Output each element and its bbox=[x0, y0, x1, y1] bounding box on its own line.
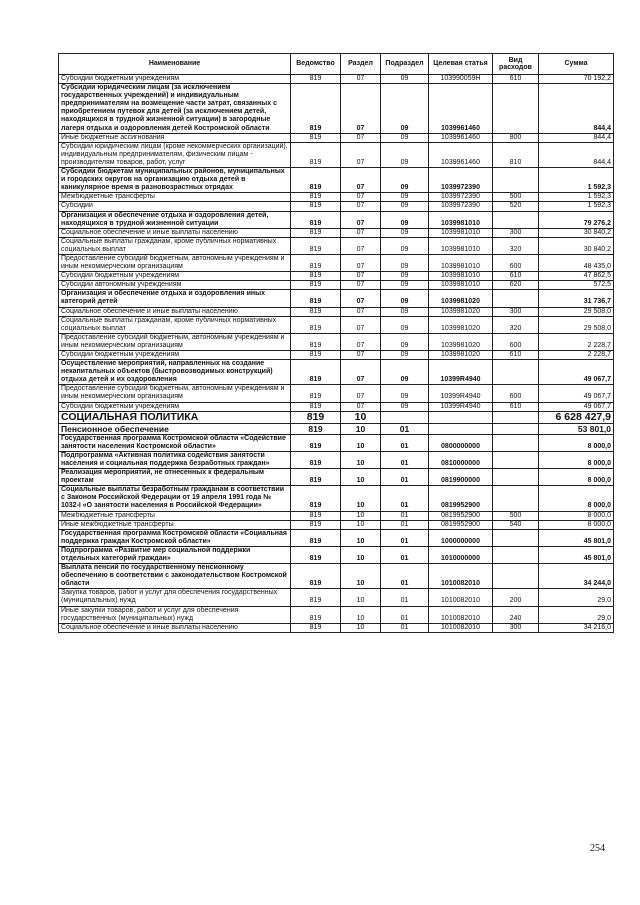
cell-target-article: 1039981010 bbox=[429, 281, 493, 290]
cell-department: 819 bbox=[291, 529, 341, 546]
cell-department: 819 bbox=[291, 564, 341, 589]
table-row bbox=[59, 333, 614, 350]
cell-department: 819 bbox=[291, 281, 341, 290]
cell-target-article: 103990059Н bbox=[429, 75, 493, 84]
cell-department: 819 bbox=[291, 333, 341, 350]
table-row bbox=[59, 520, 614, 529]
cell-name: Субсидии бюджетным учреждениям bbox=[59, 351, 291, 360]
cell-section: 10 bbox=[341, 469, 381, 486]
table-row bbox=[59, 511, 614, 520]
cell-name: Осуществление мероприятий, направленных на создание некапитальных объектов (быстровозводимых конструкций) отдыха детей и их оздоровления bbox=[59, 360, 291, 385]
cell-amount: 34 244,0 bbox=[539, 564, 614, 589]
cell-name: Государственная программа Костромской области «Содействие занятости населения Костромской области» bbox=[59, 434, 291, 451]
cell-subsection: 09 bbox=[381, 237, 429, 254]
cell-expense-type: 320 bbox=[493, 316, 539, 333]
table-row bbox=[59, 486, 614, 511]
cell-section: 10 bbox=[341, 623, 381, 632]
cell-department: 819 bbox=[291, 402, 341, 411]
cell-subsection: 09 bbox=[381, 281, 429, 290]
column-header-section: Раздел bbox=[341, 54, 381, 75]
cell-subsection: 09 bbox=[381, 360, 429, 385]
cell-section: 07 bbox=[341, 237, 381, 254]
cell-expense-type bbox=[493, 529, 539, 546]
cell-subsection: 09 bbox=[381, 133, 429, 142]
cell-department: 819 bbox=[291, 211, 341, 228]
cell-expense-type: 240 bbox=[493, 606, 539, 623]
cell-department: 819 bbox=[291, 133, 341, 142]
cell-subsection: 01 bbox=[381, 520, 429, 529]
cell-section: 07 bbox=[341, 360, 381, 385]
table-row bbox=[59, 272, 614, 281]
cell-subsection: 09 bbox=[381, 193, 429, 202]
cell-amount: 2 228,7 bbox=[539, 333, 614, 350]
cell-amount: 29 508,0 bbox=[539, 316, 614, 333]
cell-subsection: 01 bbox=[381, 511, 429, 520]
cell-department: 819 bbox=[291, 228, 341, 237]
cell-subsection: 09 bbox=[381, 307, 429, 316]
cell-target-article: 10399R4940 bbox=[429, 385, 493, 402]
cell-amount: 49 067,7 bbox=[539, 385, 614, 402]
cell-department: 819 bbox=[291, 434, 341, 451]
cell-department: 819 bbox=[291, 142, 341, 167]
cell-target-article: 1010082010 bbox=[429, 589, 493, 606]
cell-name: Организация и обеспечение отдыха и оздоровления детей, находящихся в трудной жизненной ситуации bbox=[59, 211, 291, 228]
cell-section: 10 bbox=[341, 423, 381, 434]
cell-department: 819 bbox=[291, 589, 341, 606]
cell-expense-type bbox=[493, 290, 539, 307]
cell-name: Предоставление субсидий бюджетным, автономным учреждениям и иным некоммерческим организациям bbox=[59, 254, 291, 271]
cell-target-article: 1010082010 bbox=[429, 623, 493, 632]
cell-expense-type: 500 bbox=[493, 193, 539, 202]
cell-subsection: 09 bbox=[381, 142, 429, 167]
cell-expense-type bbox=[493, 211, 539, 228]
column-header-amount: Сумма bbox=[539, 54, 614, 75]
cell-expense-type bbox=[493, 360, 539, 385]
table-row bbox=[59, 434, 614, 451]
cell-name: Подпрограмма «Развитие мер социальной поддержки отдельных категорий граждан» bbox=[59, 546, 291, 563]
cell-target-article bbox=[429, 423, 493, 434]
cell-department: 819 bbox=[291, 520, 341, 529]
cell-expense-type: 320 bbox=[493, 237, 539, 254]
cell-department: 819 bbox=[291, 486, 341, 511]
cell-target-article: 10399R4940 bbox=[429, 360, 493, 385]
table-row bbox=[59, 193, 614, 202]
cell-amount: 53 801,0 bbox=[539, 423, 614, 434]
cell-department: 819 bbox=[291, 411, 341, 423]
table-row bbox=[59, 589, 614, 606]
cell-department: 819 bbox=[291, 290, 341, 307]
cell-subsection: 01 bbox=[381, 486, 429, 511]
cell-subsection: 09 bbox=[381, 84, 429, 134]
cell-amount: 30 840,2 bbox=[539, 237, 614, 254]
cell-name: Организация и обеспечение отдыха и оздоровления иных категорий детей bbox=[59, 290, 291, 307]
cell-amount: 1 592,3 bbox=[539, 168, 614, 193]
cell-subsection: 09 bbox=[381, 211, 429, 228]
cell-subsection: 09 bbox=[381, 202, 429, 211]
table-row bbox=[59, 411, 614, 423]
table-row bbox=[59, 451, 614, 468]
cell-expense-type: 300 bbox=[493, 623, 539, 632]
cell-department: 819 bbox=[291, 469, 341, 486]
cell-department: 819 bbox=[291, 511, 341, 520]
cell-expense-type bbox=[493, 486, 539, 511]
cell-target-article: 1039981010 bbox=[429, 254, 493, 271]
cell-name: Субсидии bbox=[59, 202, 291, 211]
cell-amount: 49 067,7 bbox=[539, 360, 614, 385]
cell-amount: 34 216,0 bbox=[539, 623, 614, 632]
cell-subsection: 01 bbox=[381, 589, 429, 606]
table-row bbox=[59, 290, 614, 307]
table-row bbox=[59, 202, 614, 211]
cell-section: 10 bbox=[341, 529, 381, 546]
table-row bbox=[59, 237, 614, 254]
cell-target-article: 10399R4940 bbox=[429, 402, 493, 411]
cell-expense-type: 600 bbox=[493, 333, 539, 350]
table-body bbox=[59, 75, 614, 633]
cell-name: Субсидии бюджетным учреждениям bbox=[59, 272, 291, 281]
cell-name: Социальное обеспечение и иные выплаты населению bbox=[59, 307, 291, 316]
cell-target-article: 1039961460 bbox=[429, 133, 493, 142]
cell-subsection: 09 bbox=[381, 385, 429, 402]
cell-target-article: 1039961460 bbox=[429, 84, 493, 134]
cell-amount: 8 000,0 bbox=[539, 434, 614, 451]
cell-amount: 6 628 427,9 bbox=[539, 411, 614, 423]
cell-subsection: 01 bbox=[381, 623, 429, 632]
table-row bbox=[59, 84, 614, 134]
cell-amount: 45 801,0 bbox=[539, 529, 614, 546]
cell-amount: 47 862,5 bbox=[539, 272, 614, 281]
cell-name: Реализация мероприятий, не отнесенных к федеральным проектам bbox=[59, 469, 291, 486]
cell-section: 10 bbox=[341, 520, 381, 529]
cell-section: 10 bbox=[341, 606, 381, 623]
cell-expense-type: 610 bbox=[493, 402, 539, 411]
cell-expense-type: 300 bbox=[493, 228, 539, 237]
cell-department: 819 bbox=[291, 75, 341, 84]
cell-amount: 844,4 bbox=[539, 84, 614, 134]
cell-name: Субсидии юридическим лицам (кроме некоммерческих организаций), индивидуальным предпринимателям, физическим лицам - производителям товаров, работ, услуг bbox=[59, 142, 291, 167]
cell-name: Иные межбюджетные трансферты bbox=[59, 520, 291, 529]
cell-name: Субсидии бюджетам муниципальных районов, муниципальных и городских округов на организацию отдыха детей в каникулярное время в разновозрастных отрядах bbox=[59, 168, 291, 193]
cell-subsection: 09 bbox=[381, 272, 429, 281]
cell-amount: 29,0 bbox=[539, 589, 614, 606]
cell-section: 07 bbox=[341, 142, 381, 167]
cell-section: 07 bbox=[341, 254, 381, 271]
cell-section: 07 bbox=[341, 75, 381, 84]
cell-section: 07 bbox=[341, 272, 381, 281]
budget-table bbox=[58, 53, 614, 633]
cell-section: 10 bbox=[341, 589, 381, 606]
cell-department: 819 bbox=[291, 423, 341, 434]
budget-sheet bbox=[58, 53, 613, 633]
cell-target-article: 0810000000 bbox=[429, 451, 493, 468]
table-row bbox=[59, 423, 614, 434]
cell-target-article: 0800000000 bbox=[429, 434, 493, 451]
page-number: 254 bbox=[590, 843, 605, 854]
cell-section: 07 bbox=[341, 290, 381, 307]
cell-name: Подпрограмма «Активная политика содействия занятости населения и социальная поддержка безработных граждан» bbox=[59, 451, 291, 468]
cell-section: 07 bbox=[341, 84, 381, 134]
cell-expense-type: 810 bbox=[493, 142, 539, 167]
cell-target-article: 1039972390 bbox=[429, 202, 493, 211]
cell-expense-type bbox=[493, 423, 539, 434]
cell-amount: 8 000,0 bbox=[539, 469, 614, 486]
cell-department: 819 bbox=[291, 254, 341, 271]
cell-expense-type bbox=[493, 434, 539, 451]
cell-subsection: 01 bbox=[381, 469, 429, 486]
cell-subsection bbox=[381, 411, 429, 423]
cell-name: Предоставление субсидий бюджетным, автономным учреждениям и иным некоммерческим организациям bbox=[59, 333, 291, 350]
cell-subsection: 09 bbox=[381, 351, 429, 360]
cell-target-article: 1010082010 bbox=[429, 564, 493, 589]
cell-section: 10 bbox=[341, 434, 381, 451]
cell-expense-type: 600 bbox=[493, 254, 539, 271]
cell-department: 819 bbox=[291, 84, 341, 134]
cell-section: 10 bbox=[341, 546, 381, 563]
cell-department: 819 bbox=[291, 451, 341, 468]
cell-expense-type: 620 bbox=[493, 281, 539, 290]
cell-subsection: 01 bbox=[381, 546, 429, 563]
cell-department: 819 bbox=[291, 316, 341, 333]
cell-target-article: 0819952900 bbox=[429, 486, 493, 511]
cell-section: 07 bbox=[341, 316, 381, 333]
table-row bbox=[59, 385, 614, 402]
cell-subsection: 09 bbox=[381, 316, 429, 333]
cell-subsection: 01 bbox=[381, 529, 429, 546]
cell-target-article: 1039981020 bbox=[429, 290, 493, 307]
table-row bbox=[59, 168, 614, 193]
cell-name: Государственная программа Костромской области «Социальная поддержка граждан Костромской области» bbox=[59, 529, 291, 546]
cell-name: Субсидии бюджетным учреждениям bbox=[59, 75, 291, 84]
cell-section: 07 bbox=[341, 307, 381, 316]
table-row bbox=[59, 316, 614, 333]
cell-amount: 8 000,0 bbox=[539, 451, 614, 468]
cell-name: Иные бюджетные ассигнования bbox=[59, 133, 291, 142]
cell-target-article: 1039981010 bbox=[429, 211, 493, 228]
table-row bbox=[59, 546, 614, 563]
column-header-target-article: Целевая статья bbox=[429, 54, 493, 75]
cell-target-article: 1039981020 bbox=[429, 333, 493, 350]
column-header-name: Наименование bbox=[59, 54, 291, 75]
cell-subsection: 09 bbox=[381, 168, 429, 193]
cell-section: 07 bbox=[341, 193, 381, 202]
table-row bbox=[59, 402, 614, 411]
cell-amount: 48 435,0 bbox=[539, 254, 614, 271]
cell-amount: 844,4 bbox=[539, 142, 614, 167]
cell-department: 819 bbox=[291, 193, 341, 202]
cell-expense-type bbox=[493, 451, 539, 468]
table-row bbox=[59, 142, 614, 167]
cell-name: Закупка товаров, работ и услуг для обеспечения государственных (муниципальных) нужд bbox=[59, 589, 291, 606]
table-row bbox=[59, 469, 614, 486]
cell-subsection: 01 bbox=[381, 451, 429, 468]
cell-amount: 29,0 bbox=[539, 606, 614, 623]
cell-expense-type bbox=[493, 84, 539, 134]
cell-name: Предоставление субсидий бюджетным, автономным учреждениям и иным некоммерческим организациям bbox=[59, 385, 291, 402]
cell-department: 819 bbox=[291, 202, 341, 211]
cell-department: 819 bbox=[291, 272, 341, 281]
cell-target-article: 1039972390 bbox=[429, 168, 493, 193]
cell-amount: 844,4 bbox=[539, 133, 614, 142]
table-row bbox=[59, 351, 614, 360]
column-header-department: Ведомство bbox=[291, 54, 341, 75]
table-row bbox=[59, 228, 614, 237]
cell-section: 10 bbox=[341, 486, 381, 511]
cell-department: 819 bbox=[291, 360, 341, 385]
cell-department: 819 bbox=[291, 168, 341, 193]
cell-expense-type: 610 bbox=[493, 351, 539, 360]
cell-name: Межбюджетные трансферты bbox=[59, 511, 291, 520]
cell-section: 07 bbox=[341, 281, 381, 290]
cell-section: 10 bbox=[341, 411, 381, 423]
cell-amount: 1 592,3 bbox=[539, 202, 614, 211]
cell-name: СОЦИАЛЬНАЯ ПОЛИТИКА bbox=[59, 411, 291, 423]
cell-expense-type: 800 bbox=[493, 133, 539, 142]
cell-target-article: 1039972390 bbox=[429, 193, 493, 202]
cell-subsection: 01 bbox=[381, 434, 429, 451]
cell-expense-type: 540 bbox=[493, 520, 539, 529]
cell-expense-type: 610 bbox=[493, 75, 539, 84]
cell-target-article: 1039961460 bbox=[429, 142, 493, 167]
cell-section: 07 bbox=[341, 211, 381, 228]
cell-amount: 1 592,3 bbox=[539, 193, 614, 202]
table-header-row bbox=[59, 54, 614, 75]
cell-target-article: 0819952900 bbox=[429, 520, 493, 529]
cell-amount: 30 840,2 bbox=[539, 228, 614, 237]
cell-target-article bbox=[429, 411, 493, 423]
cell-amount: 29 508,0 bbox=[539, 307, 614, 316]
cell-subsection: 01 bbox=[381, 564, 429, 589]
cell-target-article: 0819900000 bbox=[429, 469, 493, 486]
cell-subsection: 09 bbox=[381, 402, 429, 411]
cell-expense-type bbox=[493, 546, 539, 563]
cell-amount: 8 000,0 bbox=[539, 511, 614, 520]
cell-subsection: 01 bbox=[381, 606, 429, 623]
cell-target-article: 1000000000 bbox=[429, 529, 493, 546]
table-row bbox=[59, 360, 614, 385]
cell-section: 10 bbox=[341, 451, 381, 468]
cell-subsection: 09 bbox=[381, 290, 429, 307]
cell-amount: 79 276,2 bbox=[539, 211, 614, 228]
cell-amount: 8 000,0 bbox=[539, 520, 614, 529]
cell-amount: 8 000,0 bbox=[539, 486, 614, 511]
cell-amount: 45 801,0 bbox=[539, 546, 614, 563]
table-row bbox=[59, 564, 614, 589]
cell-target-article: 0819952900 bbox=[429, 511, 493, 520]
cell-amount: 49 067,7 bbox=[539, 402, 614, 411]
cell-name: Социальные выплаты гражданам, кроме публичных нормативных социальных выплат bbox=[59, 316, 291, 333]
cell-name: Социальные выплаты гражданам, кроме публичных нормативных социальных выплат bbox=[59, 237, 291, 254]
cell-department: 819 bbox=[291, 546, 341, 563]
cell-section: 10 bbox=[341, 511, 381, 520]
cell-department: 819 bbox=[291, 385, 341, 402]
cell-target-article: 1039981010 bbox=[429, 272, 493, 281]
column-header-expense-type: Вид расходов bbox=[493, 54, 539, 75]
cell-expense-type bbox=[493, 411, 539, 423]
cell-amount: 31 736,7 bbox=[539, 290, 614, 307]
cell-department: 819 bbox=[291, 307, 341, 316]
cell-section: 07 bbox=[341, 133, 381, 142]
table-row bbox=[59, 75, 614, 84]
cell-subsection: 09 bbox=[381, 254, 429, 271]
cell-department: 819 bbox=[291, 606, 341, 623]
cell-name: Социальное обеспечение и иные выплаты населению bbox=[59, 623, 291, 632]
cell-expense-type bbox=[493, 469, 539, 486]
cell-amount: 70 192,2 bbox=[539, 75, 614, 84]
cell-subsection: 09 bbox=[381, 333, 429, 350]
table-row bbox=[59, 606, 614, 623]
cell-expense-type: 300 bbox=[493, 307, 539, 316]
cell-section: 07 bbox=[341, 385, 381, 402]
cell-subsection: 09 bbox=[381, 75, 429, 84]
cell-target-article: 1039981020 bbox=[429, 316, 493, 333]
cell-name: Субсидии автономным учреждениям bbox=[59, 281, 291, 290]
cell-name: Субсидии бюджетным учреждениям bbox=[59, 402, 291, 411]
cell-expense-type: 600 bbox=[493, 385, 539, 402]
cell-section: 10 bbox=[341, 564, 381, 589]
cell-target-article: 1039981010 bbox=[429, 228, 493, 237]
table-row bbox=[59, 623, 614, 632]
table-row bbox=[59, 254, 614, 271]
cell-name: Социальные выплаты безработным гражданам в соответствии с Законом Российской Федерации от 19 апреля 1991 года № 1032-I «О занятости населения в Российской Федерации» bbox=[59, 486, 291, 511]
cell-target-article: 1039981020 bbox=[429, 307, 493, 316]
cell-section: 07 bbox=[341, 333, 381, 350]
cell-name: Межбюджетные трансферты bbox=[59, 193, 291, 202]
cell-expense-type bbox=[493, 168, 539, 193]
cell-target-article: 1039981010 bbox=[429, 237, 493, 254]
table-row bbox=[59, 281, 614, 290]
cell-target-article: 1039981020 bbox=[429, 351, 493, 360]
cell-name: Субсидии юридическим лицам (за исключением государственных учреждений) и индивидуальным предпринимателям на возмещение части затрат, связанных с приобретением путевок для детей (за исключением детей, находящихся в трудной жизненной ситуации) в загородные лагеря отдыха и оздоровления детей Костромской области bbox=[59, 84, 291, 134]
cell-name: Пенсионное обеспечение bbox=[59, 423, 291, 434]
cell-expense-type bbox=[493, 564, 539, 589]
cell-subsection: 01 bbox=[381, 423, 429, 434]
column-header-subsection: Подраздел bbox=[381, 54, 429, 75]
cell-target-article: 1010082010 bbox=[429, 606, 493, 623]
cell-expense-type: 520 bbox=[493, 202, 539, 211]
cell-name: Иные закупки товаров, работ и услуг для обеспечения государственных (муниципальных) нужд bbox=[59, 606, 291, 623]
cell-section: 07 bbox=[341, 402, 381, 411]
cell-department: 819 bbox=[291, 237, 341, 254]
cell-expense-type: 500 bbox=[493, 511, 539, 520]
cell-name: Выплата пенсий по государственному пенсионному обеспечению в соответствии с законодательством Костромской области bbox=[59, 564, 291, 589]
cell-name: Социальное обеспечение и иные выплаты населению bbox=[59, 228, 291, 237]
table-row bbox=[59, 133, 614, 142]
cell-amount: 2 228,7 bbox=[539, 351, 614, 360]
cell-section: 07 bbox=[341, 168, 381, 193]
cell-target-article: 1010000000 bbox=[429, 546, 493, 563]
cell-expense-type: 610 bbox=[493, 272, 539, 281]
table-row bbox=[59, 211, 614, 228]
cell-section: 07 bbox=[341, 202, 381, 211]
cell-section: 07 bbox=[341, 351, 381, 360]
cell-subsection: 09 bbox=[381, 228, 429, 237]
cell-department: 819 bbox=[291, 623, 341, 632]
cell-department: 819 bbox=[291, 351, 341, 360]
table-row bbox=[59, 307, 614, 316]
cell-section: 07 bbox=[341, 228, 381, 237]
table-row bbox=[59, 529, 614, 546]
cell-amount: 572,5 bbox=[539, 281, 614, 290]
cell-expense-type: 200 bbox=[493, 589, 539, 606]
